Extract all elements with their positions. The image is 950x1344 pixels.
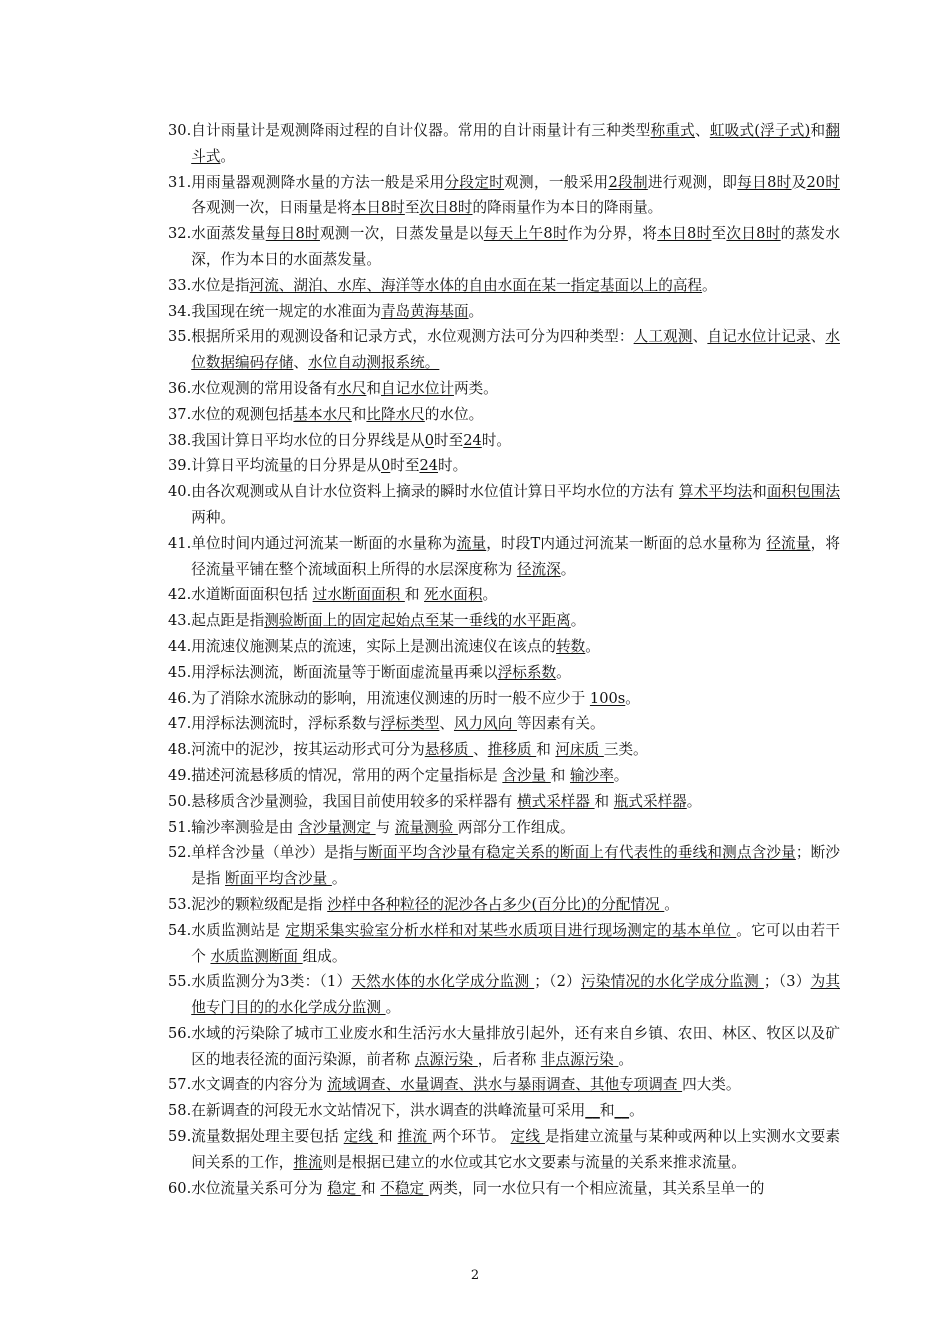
answer-blank: 面积包围法 <box>766 483 840 501</box>
question-text-segment: 、 <box>810 328 826 346</box>
question-number: 35. <box>168 328 192 346</box>
question-number: 41. <box>168 534 192 552</box>
answer-blank: 死水面积 <box>424 586 483 604</box>
question-text <box>191 686 840 712</box>
question-text-segment: 和 <box>366 379 381 397</box>
question-number: 37. <box>168 405 192 423</box>
question-number: 40. <box>168 483 192 501</box>
question-number: 47. <box>168 715 192 733</box>
question-text-segment: 单位时间内通过河流某一断面的水量称为 <box>191 534 457 552</box>
question-item <box>168 1124 840 1176</box>
question-item <box>168 660 840 686</box>
question-item <box>168 376 840 402</box>
answer-blank: 流量 <box>456 534 487 552</box>
answer-blank: 定线 <box>510 1128 545 1146</box>
question-text-segment: 起点距是指 <box>191 612 265 630</box>
question-text-segment: 水位的观测包括 <box>191 405 294 423</box>
answer-blank: 不稳定 <box>380 1179 429 1197</box>
answer-blank: 本日8时 <box>351 199 405 217</box>
answer-blank: 基本水尺 <box>293 405 352 423</box>
answer-blank: 本日8时 <box>657 225 712 243</box>
answer-blank: 径流深 <box>516 560 561 578</box>
question-text-segment: 观测，一般采用 <box>504 173 609 191</box>
question-text <box>191 118 840 170</box>
question-number: 48. <box>168 741 192 759</box>
question-text <box>191 711 840 737</box>
answer-blank: 虹吸式(浮子式) <box>709 122 811 139</box>
question-text-segment: 四大类。 <box>682 1076 741 1094</box>
question-text-segment: 和 <box>378 1128 398 1146</box>
question-text-segment: 。 <box>702 276 717 294</box>
question-text <box>191 479 840 531</box>
question-item <box>168 453 840 479</box>
question-text-segment: 两类，同一水位只有一个相应流量，其关系呈单一的 <box>428 1179 765 1197</box>
question-item <box>168 840 840 892</box>
question-text <box>191 789 840 815</box>
question-item <box>168 1072 840 1098</box>
question-text-segment: 用浮标法测流，断面流量等于断面虚流量再乘以 <box>191 663 498 681</box>
question-item <box>168 1176 840 1202</box>
question-text-segment: ；断沙是指 <box>191 844 840 888</box>
question-item <box>168 118 840 170</box>
question-text <box>191 660 840 686</box>
answer-blank: __ <box>585 1102 600 1120</box>
question-text-segment: 。 <box>560 560 576 578</box>
answer-blank: 水位自动测报系统。 <box>308 354 440 372</box>
question-text-segment: 用雨量器观测降水量的方法一般是采用 <box>191 173 445 191</box>
question-number: 30. <box>168 122 192 139</box>
question-number: 58. <box>168 1102 192 1120</box>
question-number: 60. <box>168 1179 192 1197</box>
answer-blank: 次日8时 <box>726 225 781 243</box>
question-item <box>168 1021 840 1073</box>
answer-blank: 24 <box>463 431 482 449</box>
question-text-segment: 泥沙的颗粒级配是指 <box>191 895 328 913</box>
question-number: 52. <box>168 844 192 862</box>
question-text <box>191 221 840 273</box>
question-text-segment: 。 <box>618 1050 634 1068</box>
question-text-segment: 两个环节。 <box>431 1128 511 1146</box>
answer-blank: 径流量 <box>766 534 811 552</box>
question-item <box>168 711 840 737</box>
question-text-segment: 时。 <box>481 431 512 449</box>
answer-blank: 输沙率 <box>570 766 614 784</box>
question-text-segment: 等因素有关。 <box>516 715 605 733</box>
question-number: 55. <box>168 973 192 991</box>
question-text-segment: 输沙率测验是由 <box>191 818 299 836</box>
question-text-segment: 、 <box>692 328 708 346</box>
question-item <box>168 221 840 273</box>
question-text <box>191 453 840 479</box>
answer-blank: 测验断面上的固定起始点至某一垂线的水平距离 <box>264 612 571 630</box>
question-text-segment: 悬移质含沙量测验，我国目前使用较多的采样器有 <box>191 792 517 810</box>
question-item <box>168 428 840 454</box>
question-text-segment: 水质监测站是 <box>191 921 286 939</box>
question-text <box>191 324 840 376</box>
question-text-segment: ，时段T内通过河流某一断面的总水量称为 <box>486 534 767 552</box>
answer-blank: 横式采样器 <box>516 792 595 810</box>
question-item <box>168 531 840 583</box>
answer-blank: 每日8时 <box>737 173 792 191</box>
answer-blank: 水位数据编码存储 <box>191 328 840 372</box>
question-item <box>168 299 840 325</box>
question-text-segment: 和 <box>550 766 570 784</box>
answer-blank: 河床质 <box>555 741 604 759</box>
question-number: 59. <box>168 1128 192 1146</box>
question-text-segment: 及 <box>791 173 807 191</box>
question-text <box>191 1124 840 1176</box>
answer-blank: 污染情况的水化学成分监测 <box>580 973 764 991</box>
question-text-segment: 。 <box>585 637 600 655</box>
question-text-segment: 水位是指 <box>191 276 250 294</box>
question-text <box>191 273 840 299</box>
question-number: 44. <box>168 637 192 655</box>
question-number: 45. <box>168 663 192 681</box>
question-text-segment: 的降雨量作为本日的降雨量。 <box>472 199 663 217</box>
page-number: 2 <box>470 1268 480 1283</box>
answer-blank: 非点源污染 <box>540 1050 619 1068</box>
answer-blank: 点源污染 <box>414 1050 478 1068</box>
answer-blank: 100s <box>589 689 626 707</box>
question-text-segment: 根据所采用的观测设备和记录方式，水位观测方法可分为四种类型： <box>191 328 634 346</box>
answer-blank: 水尺 <box>337 379 367 397</box>
answer-blank: 0 <box>380 457 391 475</box>
question-item <box>168 969 840 1021</box>
question-text-segment: 和 <box>536 741 556 759</box>
question-text <box>191 918 840 970</box>
answer-blank: 自记水位计 <box>380 379 454 397</box>
question-text-segment: 。 <box>385 999 401 1017</box>
answer-blank: 分段定时 <box>444 173 505 191</box>
answer-blank: 含沙量 <box>502 766 551 784</box>
question-text-segment: 和 <box>599 1102 615 1120</box>
question-text <box>191 969 840 1021</box>
question-text-segment: 时至 <box>434 431 464 449</box>
question-text-segment: 是指建立流量与某种或两种以上实测水文要素间关系的工作， <box>191 1128 841 1171</box>
question-text <box>191 299 840 325</box>
answer-blank: 转数 <box>556 637 586 655</box>
question-text-segment: 水域的污染除了城市工业废水和生活污水大量排放引起外，还有来自乡镇、农田、林区、牧区以及矿区的地表径流的面污染源，前者称 <box>191 1024 840 1068</box>
question-text-segment: ，将径流量平铺在整个流域面积上所得的水层深度称为 <box>191 534 840 578</box>
answer-blank: 为其他专门目的的水化学成分监测 <box>191 973 840 1017</box>
question-text-segment: 水位流量关系可分为 <box>191 1179 328 1197</box>
question-number: 57. <box>168 1076 192 1094</box>
question-text-segment: 。 <box>629 1102 644 1120</box>
question-text-segment: 描述河流悬移质的情况，常用的两个定量指标是 <box>191 766 503 784</box>
answer-blank: 河流、湖泊、水库、海洋等水体的自由水面在某一指定基面以上的高程 <box>249 276 703 294</box>
question-text-segment: 时。 <box>438 457 468 475</box>
answer-blank: 每日8时 <box>265 225 320 243</box>
question-text-segment: 。它可以由若干个 <box>191 921 840 965</box>
question-text <box>191 170 840 222</box>
answer-blank: 含沙量测定 <box>298 818 376 836</box>
answer-blank: 推流 <box>293 1153 323 1171</box>
answer-blank: 瓶式采样器 <box>613 792 687 810</box>
answer-blank: 青岛黄海基面 <box>380 302 469 320</box>
question-text-segment: ；（2） <box>534 973 581 991</box>
question-text-segment: 作为分界，将 <box>567 225 658 243</box>
question-item <box>168 918 840 970</box>
question-text-segment: ，后者称 <box>477 1050 541 1068</box>
question-text-segment: 的蒸发水深，作为本日的水面蒸发量。 <box>191 225 840 268</box>
question-text-segment: 水道断面面积包括 <box>191 586 313 604</box>
question-text <box>191 815 840 841</box>
question-text-segment: 水位观测的常用设备有 <box>191 379 338 397</box>
question-text-segment: 。 <box>686 792 702 810</box>
question-text-segment: 水质监测分为3类：（1） <box>191 973 352 991</box>
question-text-segment: 为了消除水流脉动的影响，用流速仪测速的历时一般不应少于 <box>191 689 590 707</box>
question-number: 33. <box>168 276 192 294</box>
question-text-segment: 用流速仪施测某点的流速，实际上是测出流速仪在该点的 <box>191 637 557 655</box>
question-item <box>168 402 840 428</box>
question-item <box>168 815 840 841</box>
question-text <box>191 892 840 918</box>
answer-blank: 推流 <box>397 1128 432 1146</box>
answer-blank: 沙样中各种粒径的泥沙各占多少(百分比)的分配情况 <box>327 895 665 913</box>
question-text-segment: 流量数据处理主要包括 <box>191 1128 344 1146</box>
question-item <box>168 479 840 531</box>
answer-blank: 称重式 <box>650 122 695 139</box>
answer-blank: 定期采集实验室分析水样和对某些水质项目进行现场测定的基本单位 <box>285 921 737 939</box>
question-text-segment: 和 <box>404 586 425 604</box>
question-item <box>168 170 840 222</box>
question-text-segment: 和 <box>351 405 367 423</box>
question-text-segment: 、 <box>293 354 308 372</box>
answer-blank: 风力风向 <box>453 715 517 733</box>
question-text <box>191 763 840 789</box>
question-text-segment: 和 <box>361 1179 381 1197</box>
question-text-segment: 。 <box>570 612 586 630</box>
question-item <box>168 763 840 789</box>
question-text-segment: 水文调查的内容分为 <box>191 1076 328 1094</box>
question-number: 32. <box>168 225 192 243</box>
question-text-segment: 。 <box>664 895 679 913</box>
question-number: 56. <box>168 1024 192 1042</box>
answer-blank: 与断面平均含沙量有稳定关系的断面上有代表性的垂线和测点含沙量 <box>353 844 796 862</box>
question-number: 39. <box>168 457 192 475</box>
question-number: 38. <box>168 431 192 449</box>
question-text-segment: 至 <box>711 225 727 243</box>
answer-blank: 断面平均含沙量 <box>225 870 332 888</box>
question-text <box>191 634 840 660</box>
question-number: 31. <box>168 173 192 191</box>
question-text-segment: 至 <box>404 199 420 217</box>
question-text-segment: 的水位。 <box>424 405 484 423</box>
question-text <box>191 376 840 402</box>
question-text-segment: 两类。 <box>453 379 498 397</box>
question-item <box>168 892 840 918</box>
question-item <box>168 634 840 660</box>
answer-blank: 次日8时 <box>419 199 473 217</box>
question-text <box>191 402 840 428</box>
question-number: 42. <box>168 586 192 604</box>
question-text-segment: 。 <box>556 663 571 681</box>
question-text-segment: 与 <box>375 818 395 836</box>
question-item <box>168 273 840 299</box>
question-text-segment: 。 <box>468 302 484 320</box>
question-item <box>168 686 840 712</box>
question-text-segment: 由各次观测或从自计水位资料上摘录的瞬时水位值计算日平均水位的方法有 <box>191 483 679 501</box>
question-number: 54. <box>168 921 192 939</box>
question-text-segment: 、 <box>439 715 454 733</box>
question-text <box>191 582 840 608</box>
question-number: 46. <box>168 689 192 707</box>
question-text-segment: 两种。 <box>191 508 236 526</box>
question-text-segment: 组成。 <box>302 947 347 965</box>
question-item <box>168 324 840 376</box>
question-text <box>191 428 840 454</box>
question-text-segment: 和 <box>810 122 826 139</box>
question-text-segment: 我国现在统一规定的水准面为 <box>191 302 381 320</box>
question-text-segment: 、 <box>694 122 710 139</box>
answer-blank: 过水断面面积 <box>312 586 405 604</box>
question-text-segment: 计算日平均流量的日分界是从 <box>191 457 381 475</box>
question-item <box>168 1098 840 1124</box>
question-text-segment: 水面蒸发量 <box>191 225 266 243</box>
answer-blank: 定线 <box>343 1128 379 1146</box>
question-text-segment: 各观测一次，日雨量是将 <box>191 199 352 217</box>
question-number: 51. <box>168 818 192 836</box>
question-list <box>168 118 840 1201</box>
answer-blank: 水质监测断面 <box>210 947 303 965</box>
answer-blank: 悬移质 <box>424 741 474 759</box>
question-text-segment: 则是根据已建立的水位或其它水文要素与流量的关系来推求流量。 <box>322 1153 746 1171</box>
question-text <box>191 1098 840 1124</box>
question-text <box>191 737 840 763</box>
question-text-segment: 和 <box>594 792 614 810</box>
question-text-segment: 。 <box>482 586 498 604</box>
question-item <box>168 737 840 763</box>
question-text-segment: 用浮标法测流时，浮标系数与 <box>191 715 381 733</box>
answer-blank: 自记水位计记录 <box>707 328 811 346</box>
answer-blank: 人工观测 <box>633 328 693 346</box>
answer-blank: 24 <box>419 457 439 475</box>
question-text-segment: 河流中的泥沙，按其运动形式可分为 <box>191 741 425 759</box>
question-text <box>191 531 840 583</box>
question-number: 36. <box>168 379 192 397</box>
question-text-segment: 、 <box>473 741 488 759</box>
question-text-segment: 。 <box>331 870 347 888</box>
question-text-segment: 和 <box>752 483 767 501</box>
question-text <box>191 840 840 892</box>
question-text-segment: 。 <box>613 766 629 784</box>
question-text-segment: 我国计算日平均水位的日分界线是从 <box>191 431 425 449</box>
question-text-segment: 三类。 <box>603 741 648 759</box>
answer-blank: 每天上午8时 <box>483 225 568 243</box>
answer-blank: 比降水尺 <box>366 405 425 423</box>
answer-blank: 算术平均法 <box>678 483 753 501</box>
answer-blank: 0 <box>424 431 435 449</box>
question-text-segment: 观测一次，日蒸发量是以 <box>319 225 484 243</box>
question-text-segment: 两部分工作组成。 <box>457 818 575 836</box>
answer-blank: 流域调查、水量调查、洪水与暴雨调查、其他专项调查 <box>327 1076 683 1094</box>
question-text <box>191 608 840 634</box>
question-number: 43. <box>168 612 192 630</box>
answer-blank: 20时 <box>806 173 840 191</box>
question-text-segment: 。 <box>625 689 640 707</box>
question-text-segment: 单样含沙量（单沙）是指 <box>191 844 354 862</box>
answer-blank: __ <box>614 1102 630 1120</box>
question-text-segment: ；（3） <box>763 973 811 991</box>
question-text-segment: 进行观测，即 <box>647 173 738 191</box>
answer-blank: 浮标类型 <box>380 715 440 733</box>
answer-blank: 浮标系数 <box>497 663 557 681</box>
question-number: 53. <box>168 895 192 913</box>
question-item <box>168 608 840 634</box>
question-text-segment: 自计雨量计是观测降雨过程的自计仪器。常用的自计雨量计有三种类型 <box>191 122 651 139</box>
answer-blank: 翻斗式 <box>191 122 840 165</box>
question-text <box>191 1176 840 1202</box>
answer-blank: 2段制 <box>608 173 648 191</box>
question-item <box>168 789 840 815</box>
question-number: 49. <box>168 766 192 784</box>
answer-blank: 推移质 <box>487 741 537 759</box>
question-text <box>191 1021 840 1073</box>
answer-blank: 稳定 <box>327 1179 362 1197</box>
question-item <box>168 582 840 608</box>
answer-blank: 流量测验 <box>394 818 458 836</box>
question-text-segment: 时至 <box>390 457 420 475</box>
question-number: 50. <box>168 792 192 810</box>
question-number: 34. <box>168 302 192 320</box>
answer-blank: 天然水体的水化学成分监测 <box>351 973 535 991</box>
question-text-segment: 在新调查的河段无水文站情况下，洪水调查的洪峰流量可采用 <box>191 1102 586 1120</box>
question-text-segment: 。 <box>220 147 236 165</box>
question-text <box>191 1072 840 1098</box>
